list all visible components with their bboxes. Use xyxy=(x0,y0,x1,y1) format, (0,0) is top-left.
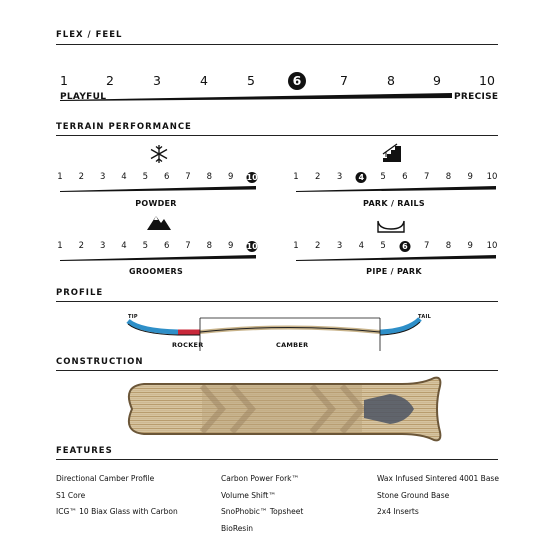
flex-scale-value: 4 xyxy=(200,73,208,88)
flex-right-label: PRECISE xyxy=(454,92,499,102)
feature-item: SnoPhobic™ Topsheet xyxy=(221,507,304,516)
terrain-divider xyxy=(56,135,498,136)
terrain-scale-value: 8 xyxy=(445,241,452,251)
flex-scale-value: 7 xyxy=(340,73,348,88)
terrain-label: POWDER xyxy=(135,199,177,208)
terrain-scale-value: 10 xyxy=(486,172,498,182)
terrain-scale-value: 2 xyxy=(315,172,321,182)
terrain-scale-value: 9 xyxy=(467,172,473,182)
profile-tail-label: TAIL xyxy=(418,314,432,320)
profile-tip-label: TIP xyxy=(128,314,138,320)
terrain-wedge xyxy=(0,255,559,263)
feature-item: Volume Shift™ xyxy=(221,490,276,500)
flex-scale-value: 8 xyxy=(387,73,395,88)
feature-item: ICG™ 10 Biax Glass with Carbon xyxy=(56,507,178,516)
terrain-scale-value: 10 xyxy=(246,173,258,182)
terrain-wedge xyxy=(0,186,559,194)
terrain-label: GROOMERS xyxy=(128,267,184,276)
mountain-icon xyxy=(146,213,172,231)
terrain-section-title: TERRAIN PERFORMANCE xyxy=(56,122,192,132)
flex-scale-value: 1 xyxy=(60,73,68,88)
profile-tail-curve xyxy=(380,319,420,332)
terrain-scale-value: 2 xyxy=(315,241,321,251)
terrain-scale-value: 1 xyxy=(293,241,299,251)
terrain-scale-value: 7 xyxy=(423,172,430,182)
terrain-label: PARK / RAILS xyxy=(363,199,425,208)
feature-item: Stone Ground Base xyxy=(377,490,450,500)
feature-item: Wax Infused Sintered 4001 Base xyxy=(377,474,499,483)
terrain-scale-value: 5 xyxy=(380,172,386,182)
terrain-scale-value: 7 xyxy=(423,241,430,251)
profile-divider xyxy=(56,301,498,302)
terrain-scale-value: 5 xyxy=(380,241,386,251)
terrain-scale-value: 10 xyxy=(486,241,498,251)
terrain-scale-value: 5 xyxy=(142,241,149,251)
terrain-scale-value: 1 xyxy=(293,172,299,182)
profile-rocker-label: ROCKER xyxy=(172,341,204,349)
features-section-title: FEATURES xyxy=(56,446,113,456)
feature-item: S1 Core xyxy=(56,490,86,500)
construction-divider xyxy=(56,370,498,371)
flex-section-title: FLEX / FEEL xyxy=(56,30,123,40)
board-construction-image xyxy=(122,376,442,442)
flex-scale-value: 3 xyxy=(153,73,161,88)
feature-item: 2x4 Inserts xyxy=(377,507,419,516)
flex-scale-value: 9 xyxy=(433,73,441,88)
terrain-scale-value: 4 xyxy=(121,172,127,182)
terrain-scale-value: 6 xyxy=(163,172,170,182)
halfpipe-icon xyxy=(377,220,405,234)
terrain-scale-value: 8 xyxy=(206,241,213,251)
terrain-scale-value: 6 xyxy=(163,241,170,251)
terrain-scale-value: 7 xyxy=(185,241,191,251)
feature-item: Carbon Power Fork™ xyxy=(221,474,300,483)
terrain-scale-value: 9 xyxy=(227,241,234,251)
feature-item: Directional Camber Profile xyxy=(56,474,155,483)
terrain-scale-value: 8 xyxy=(206,172,213,182)
feature-item: BioResin xyxy=(221,523,254,533)
terrain-scale-value: 5 xyxy=(142,172,149,182)
terrain-scale-value: 3 xyxy=(336,172,343,182)
terrain-scale-value: 4 xyxy=(121,241,127,251)
terrain-scale-value: 1 xyxy=(57,172,63,182)
features-divider xyxy=(56,459,498,460)
flex-scale-value: 2 xyxy=(106,73,114,88)
flex-scale-value: 5 xyxy=(247,73,255,88)
flex-scale-value: 6 xyxy=(288,73,306,90)
terrain-scale-value: 2 xyxy=(78,241,85,251)
profile-camber-label: CAMBER xyxy=(276,341,309,349)
terrain-scale-value: 3 xyxy=(99,172,106,182)
terrain-scale-value: 6 xyxy=(399,241,410,252)
terrain-scale-value: 3 xyxy=(336,241,343,251)
terrain-scale-value: 4 xyxy=(358,241,365,251)
terrain-scale-value: 2 xyxy=(78,172,85,182)
flex-left-label: PLAYFUL xyxy=(60,92,107,102)
flex-scale-value: 10 xyxy=(479,73,495,88)
terrain-scale-value: 9 xyxy=(467,241,473,251)
flex-divider xyxy=(56,44,498,45)
terrain-scale-value: 8 xyxy=(445,172,452,182)
profile-section-title: PROFILE xyxy=(56,288,104,298)
snowflake-icon xyxy=(149,144,169,164)
terrain-scale-value: 4 xyxy=(356,172,367,183)
terrain-scale-value: 6 xyxy=(402,172,408,182)
terrain-scale-value: 1 xyxy=(57,241,63,251)
terrain-scale-value: 9 xyxy=(227,172,234,182)
terrain-scale-value: 10 xyxy=(246,242,258,251)
terrain-scale-value: 3 xyxy=(99,241,106,251)
terrain-label: PIPE / PARK xyxy=(366,267,422,276)
construction-section-title: CONSTRUCTION xyxy=(56,357,144,367)
terrain-scale-value: 7 xyxy=(185,172,191,182)
rail-stairs-icon xyxy=(381,143,403,163)
